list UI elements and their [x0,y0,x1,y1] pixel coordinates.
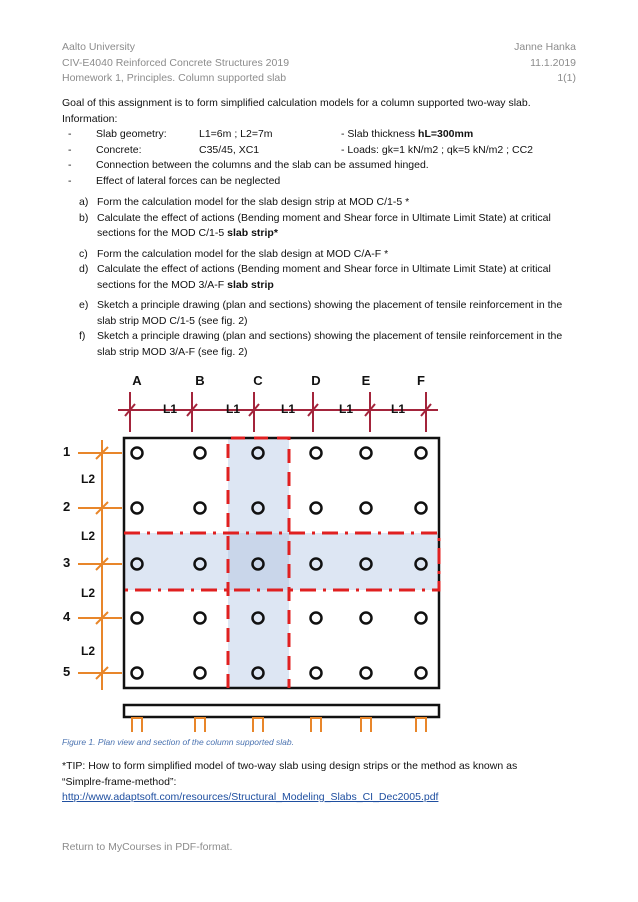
info-item-hinged: - Connection between the columns and the slab can be assumed hinged. [62,158,577,174]
task-f-text: Sketch a principle drawing (plan and sections) showing the placement of tensile reinforcement in the slab strip MOD 3/A-F (see fig. 2) [97,330,563,358]
column-b1 [195,448,206,459]
section-slab [124,705,439,717]
column-f4 [416,613,427,624]
figure-caption: Figure 1. Plan view and section of the column supported slab. [62,737,294,747]
geometry-value: L1=6m ; L2=7m [199,128,273,140]
slab-section-view [124,705,439,732]
column-f5 [416,668,427,679]
span-label-l2-2: L2 [81,529,96,543]
section-column-a [132,718,142,732]
task-f [62,329,577,360]
section-column-b [195,718,205,732]
task-b [62,211,577,242]
thickness-prefix: - Slab thickness [341,128,419,140]
header-author: Janne Hanka [514,41,576,53]
assignment-body [62,96,577,360]
tip-line-1: *TIP: How to form simplified model of two-way slab using design strips or the method as known as [62,760,518,772]
column-b4 [195,613,206,624]
column-a4 [132,613,143,624]
column-label-f: F [417,373,425,388]
row-label-3: 3 [63,555,71,570]
info-item-concrete [62,143,577,159]
section-column-e [361,718,371,732]
task-b-label: b) [79,211,89,224]
span-label-l2-3: L2 [81,586,96,600]
task-list-3 [62,298,577,360]
task-a-label: a) [79,196,89,208]
row-label-1: 1 [63,444,71,459]
return-note: Return to MyCourses in PDF-format. [62,841,233,853]
task-b-text: Calculate the effect of actions (Bending moment and Shear force in Ultimate Limit State) at critical sections for the MOD C/1-5 [97,211,551,239]
task-list-2 [62,247,577,294]
column-a5 [132,668,143,679]
task-f-label: f) [79,330,86,342]
column-d2 [311,503,322,514]
task-e-label: e) [79,299,89,311]
column-b2 [195,503,206,514]
task-c-text: Form the calculation model for the slab design at MOD C/A-F * [97,247,389,260]
task-c [62,247,577,263]
tip-block [62,759,577,806]
task-a-text: Form the calculation model for the slab design strip at MOD C/1-5 * [97,196,410,208]
column-d4 [311,613,322,624]
column-e2 [361,503,372,514]
column-label-a: A [132,373,142,388]
loads-value: - Loads: gk=1 kN/m2 ; qk=5 kN/m2 ; CC2 [341,143,533,156]
concrete-value: C35/45, XC1 [199,143,260,156]
task-e [62,298,577,329]
header-course: CIV-E4040 Reinforced Concrete Structures 2019 [62,56,290,69]
task-e-text: Sketch a principle drawing (plan and sections) showing the placement of tensile reinforcement in the slab strip MOD C/1-5 (see fig. 2) [97,299,563,327]
header-homework: Homework 1, Principles. Column supported slab [62,72,287,84]
span-label-l1-2: L1 [225,402,241,416]
task-a [62,195,577,211]
header-page-number: 1(1) [557,72,576,84]
header-date: 11.1.2019 [530,56,576,69]
task-d [62,262,577,293]
column-f2 [416,503,427,514]
span-label-l2-1: L2 [81,472,96,486]
column-label-b: B [195,373,205,388]
task-d-label: d) [79,263,89,275]
span-label-l1-5: L1 [390,402,406,416]
task-b-bold: slab strip* [227,227,278,239]
column-e5 [361,668,372,679]
header-university: Aalto University [62,41,135,53]
info-item-geometry [62,127,577,143]
span-label-l1-1: L1 [162,402,178,416]
information-list [62,127,577,189]
column-d5 [311,668,322,679]
task-d-text: Calculate the effect of actions (Bending moment and Shear force in Ultimate Limit State) at critical sections for the MOD 3/A-F [97,263,551,291]
span-label-l2-4: L2 [81,644,96,658]
task-list [62,195,577,242]
tip-line-2: “Simplre-frame-method”: [62,775,177,788]
column-f1 [416,448,427,459]
information-label: Information: [62,112,118,125]
column-b5 [195,668,206,679]
column-label-c: C [253,373,263,388]
row-label-4: 4 [63,609,71,624]
column-e4 [361,613,372,624]
span-label-l1-4: L1 [338,402,354,416]
section-column-f [416,718,426,732]
geometry-label: Slab geometry: [96,128,167,140]
section-column-c [253,718,263,732]
task-c-label: c) [79,247,88,260]
task-d-bold: slab strip [227,278,274,291]
column-label-d: D [311,373,321,388]
goal-text: Goal of this assignment is to form simplified calculation models for a column supported two-way slab. [62,97,531,109]
reference-link[interactable]: http://www.adaptsoft.com/resources/Structural_Modeling_Slabs_CI_Dec2005.pdf [62,791,439,803]
thickness-value: hL=300mm [418,128,474,140]
section-column-d [311,718,321,732]
span-label-l1-3: L1 [280,402,296,416]
column-d1 [311,448,322,459]
column-label-e: E [361,373,371,388]
slab-plan-figure [48,370,468,735]
column-a2 [132,503,143,514]
slab-strip-overlap [228,533,289,590]
concrete-label: Concrete: [96,143,142,156]
info-item-lateral: - Effect of lateral forces can be neglected [62,174,577,190]
row-label-5: 5 [63,664,71,679]
row-label-2: 2 [63,499,71,514]
column-a1 [132,448,143,459]
column-e1 [361,448,372,459]
